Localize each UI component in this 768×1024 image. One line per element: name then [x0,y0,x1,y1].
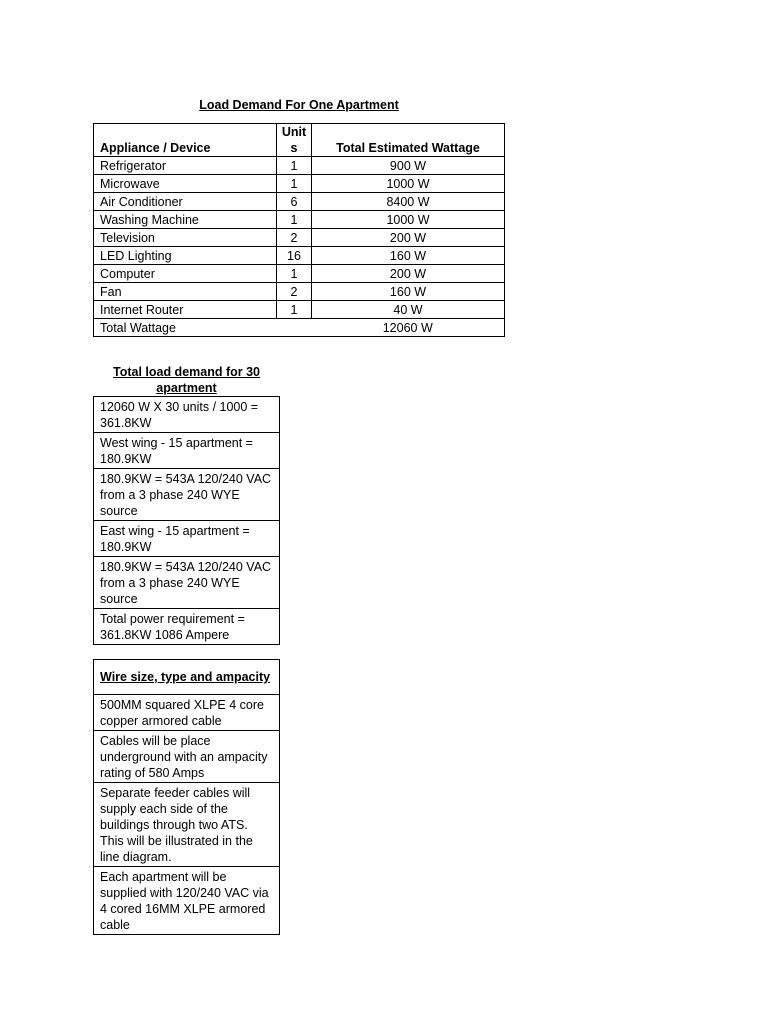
table-row [94,301,505,319]
load-demand-title: Load Demand For One Apartment [199,98,399,112]
wire-cell: Separate feeder cables will supply each side of the buildings through two ATS. This will be illustrated in the line diagram. [94,783,280,867]
units-cell: 6 [277,193,312,211]
table-row [94,469,280,521]
table-header-row [94,660,280,695]
total-label: Total Wattage [94,319,277,337]
wattage-cell: 160 W [312,283,505,301]
total-spacer [277,319,312,337]
column-header-appliance: Appliance / Device [94,124,277,157]
table-row [94,609,280,645]
wattage-cell: 160 W [312,247,505,265]
wattage-cell: 40 W [312,301,505,319]
appliance-cell: LED Lighting [94,247,277,265]
appliance-cell: Microwave [94,175,277,193]
table-row [94,521,280,557]
calc-cell: 12060 W X 30 units / 1000 = 361.8KW [94,397,280,433]
appliance-cell: Computer [94,265,277,283]
calc-cell: 180.9KW = 543A 120/240 VAC from a 3 phase 240 WYE source [94,469,280,521]
units-cell: 1 [277,175,312,193]
wattage-cell: 1000 W [312,211,505,229]
units-cell: 1 [277,301,312,319]
total-load-title: Total load demand for 30 apartment [112,365,260,395]
wattage-cell: 900 W [312,157,505,175]
table-row [94,229,505,247]
column-header-wattage: Total Estimated Wattage [312,124,505,157]
total-load-table [93,396,280,645]
units-cell: 2 [277,229,312,247]
units-cell: 1 [277,265,312,283]
load-demand-table [93,123,505,337]
total-value: 12060 W [312,319,505,337]
table-row [94,867,280,935]
units-cell: 2 [277,283,312,301]
table-row [94,731,280,783]
table-row [94,557,280,609]
calc-cell: West wing - 15 apartment = 180.9KW [94,433,280,469]
table-row [94,283,505,301]
table-row [94,193,505,211]
table-row [94,211,505,229]
calc-cell: 180.9KW = 543A 120/240 VAC from a 3 phase 240 WYE source [94,557,280,609]
wattage-cell: 8400 W [312,193,505,211]
units-cell: 16 [277,247,312,265]
appliance-cell: Refrigerator [94,157,277,175]
appliance-cell: Air Conditioner [94,193,277,211]
wire-size-header: Wire size, type and ampacity [94,660,280,695]
table-row [94,265,505,283]
table-row [94,157,505,175]
wattage-cell: 1000 W [312,175,505,193]
table-row [94,783,280,867]
table-row [94,247,505,265]
wire-cell: Cables will be place underground with an ampacity rating of 580 Amps [94,731,280,783]
wire-cell: 500MM squared XLPE 4 core copper armored cable [94,695,280,731]
wire-cell: Each apartment will be supplied with 120/240 VAC via 4 cored 16MM XLPE armored cable [94,867,280,935]
units-cell: 1 [277,211,312,229]
table-header-row [94,124,505,157]
appliance-cell: Television [94,229,277,247]
appliance-cell: Internet Router [94,301,277,319]
calc-cell: Total power requirement = 361.8KW 1086 Ampere [94,609,280,645]
table-row [94,695,280,731]
wattage-cell: 200 W [312,265,505,283]
wattage-cell: 200 W [312,229,505,247]
calc-cell: East wing - 15 apartment = 180.9KW [94,521,280,557]
appliance-cell: Fan [94,283,277,301]
units-cell: 1 [277,157,312,175]
table-row [94,175,505,193]
column-header-units: Unit s [277,124,312,157]
table-row [94,433,280,469]
total-row [94,319,505,337]
table-row [94,397,280,433]
appliance-cell: Washing Machine [94,211,277,229]
wire-size-table [93,659,280,935]
